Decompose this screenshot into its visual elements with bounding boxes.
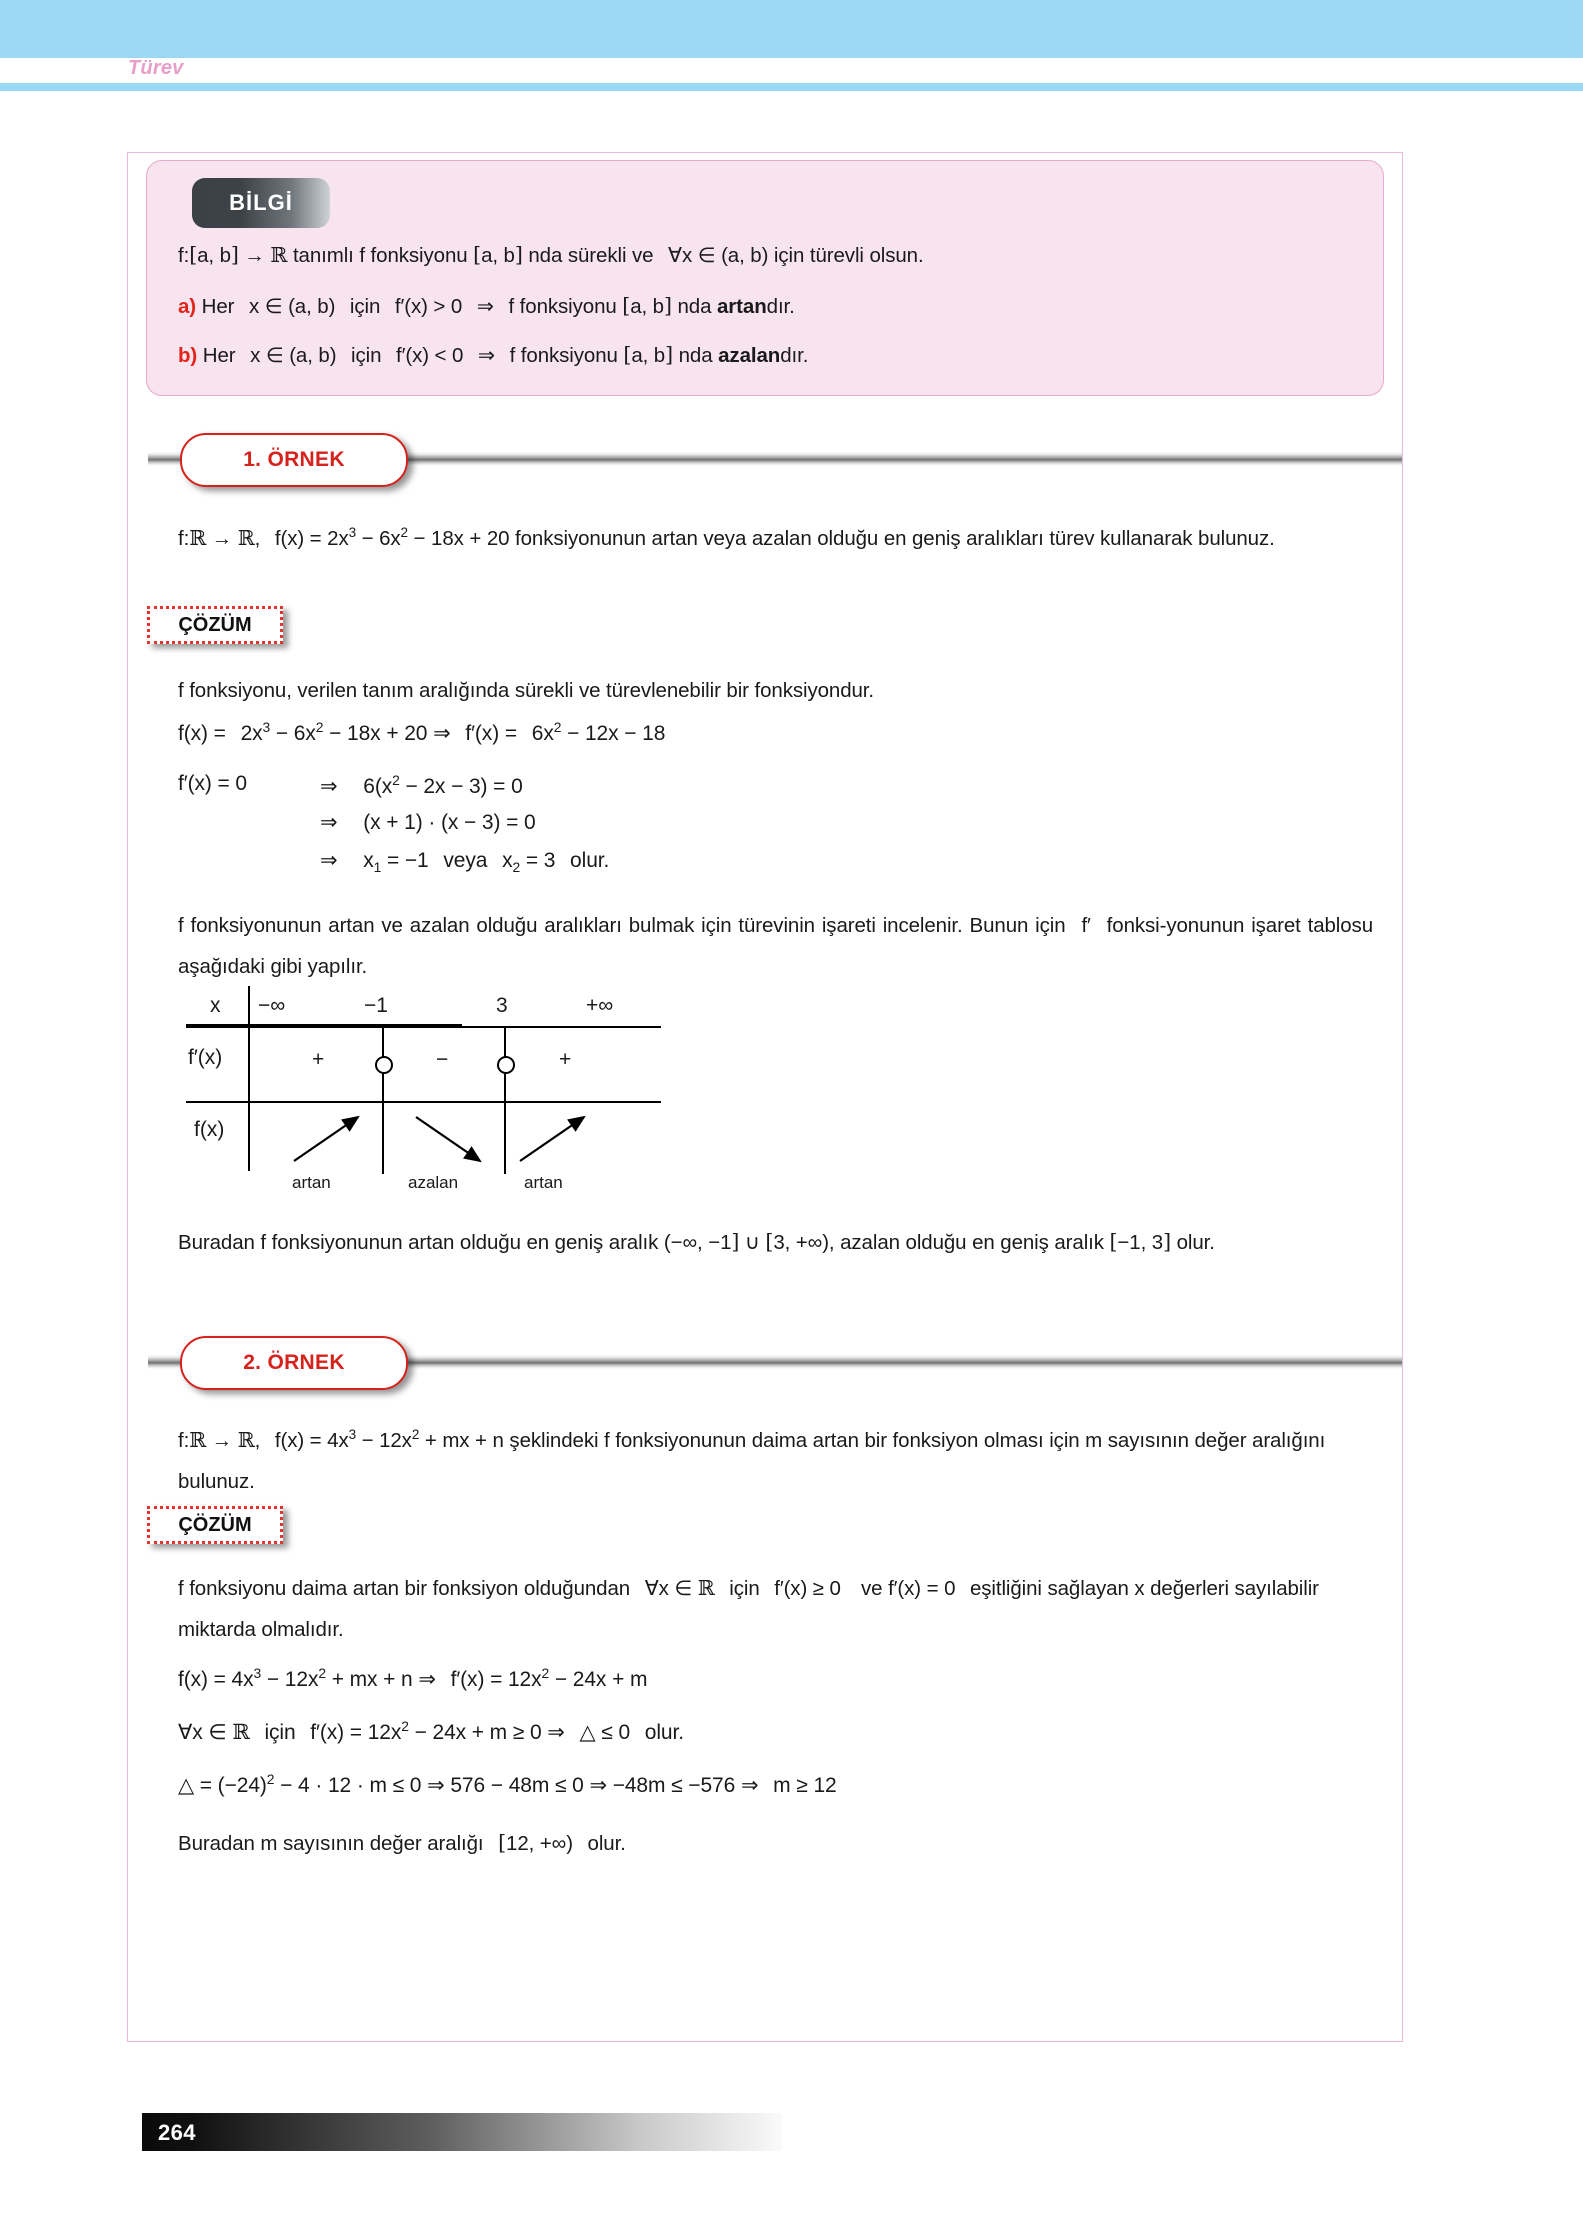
arrow-up-1 (294, 1117, 358, 1161)
footer-bar (142, 2113, 782, 2151)
table-arrows (248, 1101, 668, 1176)
table-x-value-pos-inf: +∞ (586, 994, 614, 1017)
table-x-value-neg-inf: −∞ (258, 994, 286, 1017)
example2-equation-2: ∀x ∈ ℝ için $f'(x) = 12x^2 - 24x + m \ge 0$ ⇒ △ ≤ 0 olur. (178, 1718, 684, 1744)
example1-solution-para2: f fonksiyonunun artan ve azalan olduğu aralıkları bulmak için türevinin işareti incelenir. Bunun için f′ fonksi-yonunun işaret tablosu aşağıdaki gibi yapılır. (178, 914, 1374, 978)
table-root-circle-1 (375, 1056, 393, 1074)
table-x-value-neg1: −1 (364, 994, 388, 1017)
example2-solution-para: f fonksiyonu daima artan bir fonksiyon olduğundan ∀x ∈ ℝ için f′(x) ≥ 0 ve f′(x) = 0 eşitliğini sağlayan x değerleri sayılabilir miktarda olmalıdır. (178, 1576, 1319, 1641)
chapter-title: Türev (128, 57, 184, 79)
example1-question: f:ℝ → ℝ, $f(x) = 2x^3 - 6x^2 - 18x + 20$ fonksiyonunun artan veya azalan olduğu en geniş aralıkları türev kullanarak bulunuz. (178, 525, 1275, 550)
example1-equation-2-r1: ⇒ $6(x^2 - 2x - 3) = 0$ (320, 772, 523, 798)
table-behavior-2: azalan (408, 1173, 459, 1192)
example2-heading: 2. ÖRNEK (180, 1336, 408, 1390)
example1-heading: 1. ÖRNEK (180, 433, 408, 487)
table-row-label-x: x (210, 994, 221, 1017)
info-box-intro: f:[a, b] → ℝ tanımlı f fonksiyonu [a, b] nda sürekli ve ∀x ∈ (a, b) için türevli olsun. (178, 243, 924, 267)
header-blue-band (0, 0, 1583, 58)
info-item-text-b: Her x ∈ (a, b) için f′(x) < 0 ⇒ f fonksiyonu [a, b] nda azalandır. (202, 343, 809, 367)
example2-conclusion: Buradan m sayısının değer aralığı [12, +∞) olur. (178, 1831, 626, 1855)
info-item-text-a: Her x ∈ (a, b) için f′(x) > 0 ⇒ f fonksiyonu [a, b] nda artandır. (201, 294, 795, 318)
table-behavior-3: artan (524, 1173, 563, 1192)
arrow-down-1 (416, 1117, 480, 1161)
sign-table (186, 988, 676, 1192)
example1-solution-badge: ÇÖZÜM (147, 606, 283, 644)
example1-conclusion: Buradan f fonksiyonunun artan olduğu en geniş aralık (−∞, −1] ∪ [3, +∞), azalan olduğu en geniş aralık [−1, 3] olur. (178, 1230, 1215, 1254)
example2-equation-3: △ = $(-24)^2 - 4 \cdot 12 \cdot m \le 0$ ⇒ 576 − 48m ≤ 0 ⇒ −48m ≤ −576 ⇒ m ≥ 12 (178, 1771, 837, 1797)
example2-solution-badge: ÇÖZÜM (147, 1506, 283, 1544)
table-sign-1: + (312, 1048, 325, 1071)
info-item-marker-b: b) (178, 344, 198, 367)
table-sign-3: + (559, 1048, 572, 1071)
table-root-circle-2 (497, 1056, 515, 1074)
table-divider-1 (186, 1026, 661, 1028)
example1-solution-para1: f fonksiyonu, verilen tanım aralığında sürekli ve türevlenebilir bir fonksiyondur. (178, 679, 874, 702)
table-behavior-1: artan (292, 1173, 331, 1192)
example1-equation-2-r3: ⇒ $x_1 = -1$ veya $x_2 = 3$ olur. (320, 849, 610, 876)
table-row-label-f: f(x) (194, 1118, 225, 1141)
example1-equation-2-r2: ⇒ (x + 1) · (x − 3) = 0 (320, 811, 536, 834)
arrow-up-2 (520, 1117, 584, 1161)
info-box-item-b (178, 343, 808, 368)
header-white-strip (0, 58, 1583, 83)
table-x-value-3: 3 (496, 994, 508, 1017)
page-number: 264 (158, 2120, 196, 2145)
example1-equation-1: $f(x) = 2x^3 - 6x^2 - 18x + 20$ ⇒ $f'(x) = 6x^2 - 12x - 18$ (178, 719, 666, 745)
info-item-marker-a: a) (178, 295, 197, 318)
table-row-label-fp: f′(x) (188, 1046, 223, 1069)
table-sign-2: − (436, 1048, 449, 1071)
example2-question: f:ℝ → ℝ, $f(x) = 4x^3 - 12x^2$ + mx + n şeklindeki f fonksiyonunun daima artan bir fonksiyon olması için m sayısının değer aralığını bulunuz. (178, 1427, 1326, 1493)
header-rule (0, 83, 1583, 91)
example1-equation-2-lhs: f′(x) = 0 (178, 772, 247, 795)
info-box-badge: BİLGİ (192, 178, 330, 228)
info-box-item-a (178, 294, 795, 319)
example2-equation-1: $f(x) = 4x^3 - 12x^2$ + mx + n ⇒ $f'(x) = 12x^2 - 24x + m$ (178, 1665, 648, 1691)
